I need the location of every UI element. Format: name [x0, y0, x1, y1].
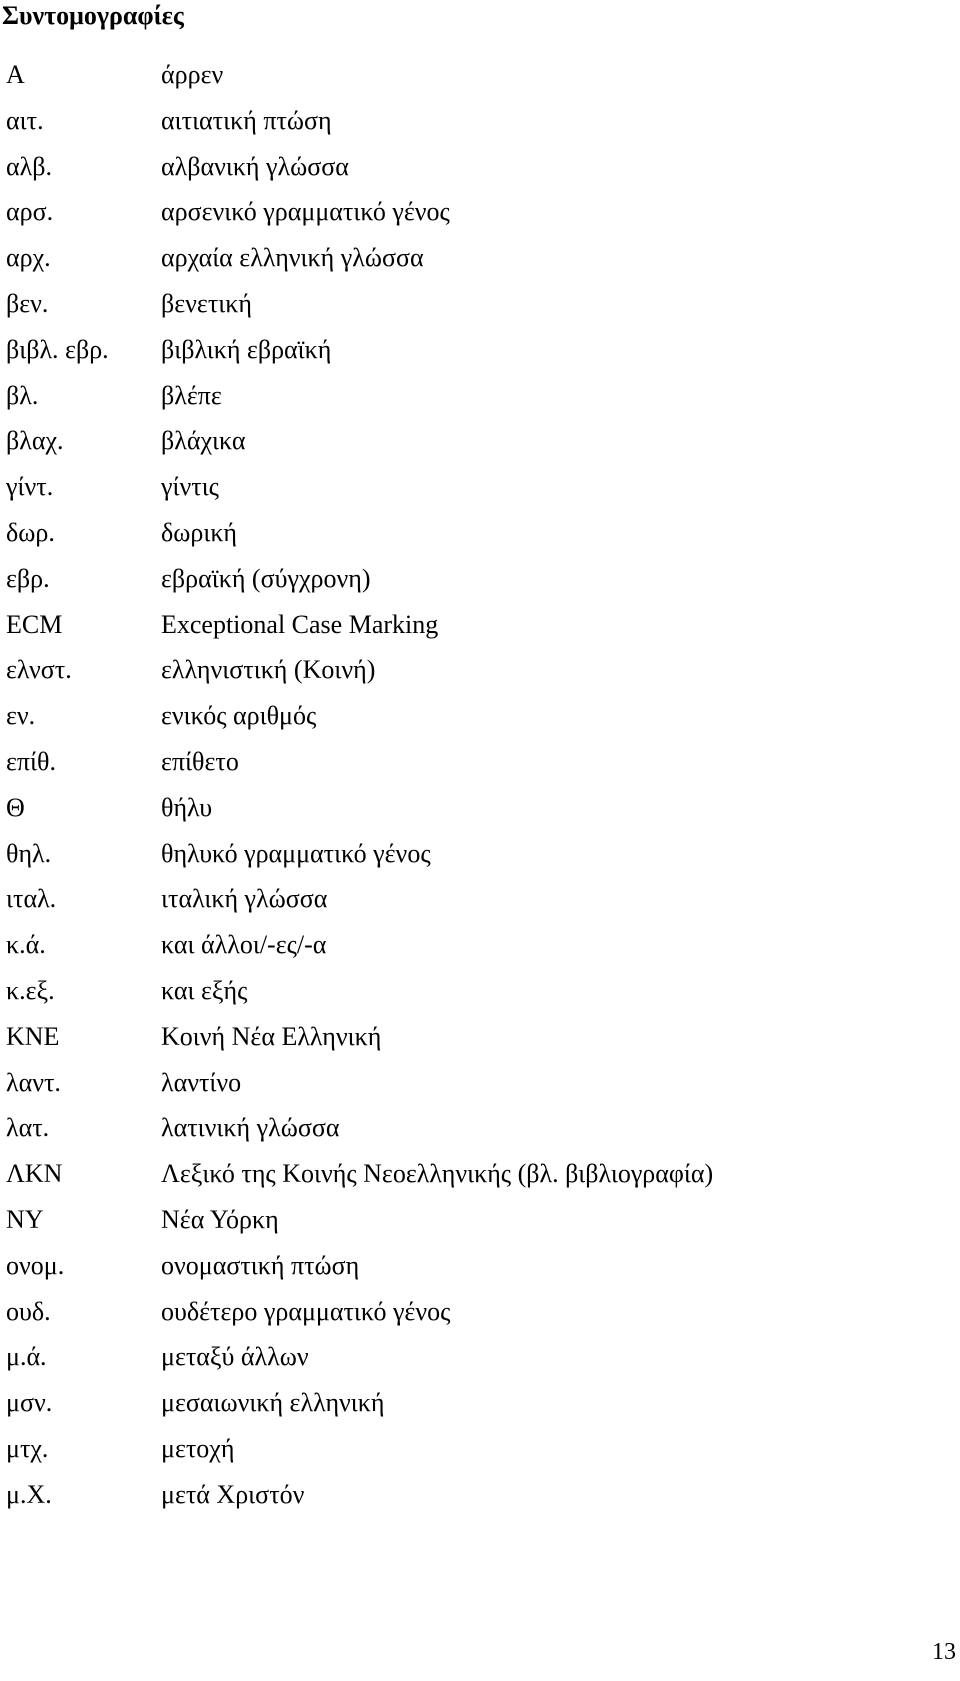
abbreviation-definition: επίθετο — [161, 746, 239, 776]
abbreviation-term: μ.Χ. — [6, 1479, 52, 1509]
abbreviation-row — [0, 1289, 960, 1335]
abbreviation-term: δωρ. — [6, 517, 55, 547]
abbreviation-definition: Κοινή Νέα Ελληνική — [161, 1021, 382, 1051]
abbreviation-term: ΝΥ — [6, 1204, 44, 1234]
abbreviation-term: βλαχ. — [6, 426, 64, 456]
abbreviation-row — [0, 1426, 960, 1472]
abbreviation-definition: λαντίνο — [161, 1067, 242, 1097]
abbreviation-definition: Λεξικό της Κοινής Νεοελληνικής (βλ. βιβλιογραφία) — [161, 1159, 714, 1189]
abbreviation-row — [0, 1197, 960, 1243]
abbreviation-term: μ.ά. — [6, 1342, 47, 1372]
abbreviation-row — [0, 327, 960, 373]
abbreviation-row — [0, 602, 960, 648]
abbreviation-term: θηλ. — [6, 838, 52, 868]
abbreviation-row — [0, 98, 960, 144]
abbreviation-definition: ελληνιστική (Κοινή) — [161, 655, 376, 685]
abbreviation-row — [0, 1014, 960, 1060]
abbreviation-row — [0, 693, 960, 739]
abbreviation-row — [0, 235, 960, 281]
abbreviation-definition: Νέα Υόρκη — [161, 1204, 279, 1234]
abbreviation-definition: βενετική — [161, 288, 252, 318]
abbreviation-row — [0, 876, 960, 922]
abbreviation-term: μσν. — [6, 1388, 53, 1418]
abbreviation-definition: δωρική — [161, 517, 238, 547]
abbreviation-definition: αιτιατική πτώση — [161, 105, 332, 135]
abbreviation-row — [0, 556, 960, 602]
abbreviation-definition: άρρεν — [161, 60, 224, 89]
abbreviation-term: ελνστ. — [6, 655, 72, 685]
abbreviation-row — [0, 281, 960, 327]
abbreviation-term: λατ. — [6, 1113, 50, 1143]
abbreviation-row — [0, 52, 960, 98]
abbreviation-term: ΚΝΕ — [6, 1021, 60, 1051]
abbreviation-row — [0, 418, 960, 464]
abbreviation-term: ονομ. — [6, 1250, 65, 1280]
abbreviation-definition: μεταξύ άλλων — [161, 1342, 309, 1372]
abbreviation-row — [0, 922, 960, 968]
abbreviation-definition: βλάχικα — [161, 426, 246, 456]
abbreviation-definition: και εξής — [161, 975, 248, 1005]
abbreviation-term: αιτ. — [6, 105, 44, 135]
abbreviation-term: Α — [6, 60, 25, 89]
abbreviation-definition: αρσενικό γραμματικό γένος — [161, 197, 450, 227]
page-title: Συντομογραφίες — [2, 1, 184, 30]
abbreviation-definition: και άλλοι/-ες/-α — [161, 930, 327, 960]
abbreviation-row — [0, 189, 960, 235]
abbreviation-term: ΛΚΝ — [6, 1159, 63, 1189]
abbreviation-row — [0, 1472, 960, 1518]
abbreviation-definition: ενικός αριθμός — [161, 701, 317, 731]
abbreviation-term: βλ. — [6, 380, 39, 410]
abbreviation-row — [0, 510, 960, 556]
abbreviation-term: ιταλ. — [6, 884, 57, 914]
page-number: 13 — [932, 1639, 956, 1665]
abbreviation-definition: εβραϊκή (σύγχρονη) — [161, 563, 371, 593]
abbreviation-term: γίντ. — [6, 472, 54, 502]
abbreviation-term: εν. — [6, 701, 36, 731]
abbreviation-term: επίθ. — [6, 746, 56, 776]
abbreviation-list — [0, 52, 960, 1518]
abbreviation-row — [0, 1151, 960, 1197]
abbreviation-definition: βλέπε — [161, 380, 222, 410]
abbreviation-term: εβρ. — [6, 563, 50, 593]
abbreviation-definition: μετά Χριστόν — [161, 1479, 305, 1509]
abbreviation-definition: ουδέτερο γραμματικό γένος — [161, 1296, 451, 1326]
abbreviation-term: μτχ. — [6, 1433, 49, 1463]
abbreviation-row — [0, 464, 960, 510]
abbreviation-definition: γίντις — [161, 472, 219, 502]
abbreviation-definition: θήλυ — [161, 792, 213, 822]
abbreviation-term: βεν. — [6, 288, 49, 318]
abbreviation-term: κ.ά. — [6, 930, 46, 960]
abbreviation-row — [0, 373, 960, 419]
abbreviation-row — [0, 1380, 960, 1426]
abbreviation-term: κ.εξ. — [6, 975, 55, 1005]
abbreviation-term: αρχ. — [6, 243, 51, 273]
abbreviation-term: αλβ. — [6, 151, 52, 181]
abbreviation-definition: ιταλική γλώσσα — [161, 884, 328, 914]
abbreviation-definition: Exceptional Case Marking — [161, 609, 439, 639]
abbreviation-definition: λατινική γλώσσα — [161, 1113, 340, 1143]
abbreviation-row — [0, 968, 960, 1014]
abbreviation-definition: μετοχή — [161, 1433, 235, 1463]
abbreviation-row — [0, 1243, 960, 1289]
abbreviation-term: αρσ. — [6, 197, 54, 227]
abbreviation-row — [0, 144, 960, 190]
abbreviation-term: ECM — [6, 609, 63, 639]
abbreviation-row — [0, 785, 960, 831]
abbreviation-definition: βιβλική εβραϊκή — [161, 334, 332, 364]
abbreviation-term: βιβλ. εβρ. — [6, 334, 109, 364]
abbreviation-term: ουδ. — [6, 1296, 51, 1326]
abbreviation-definition: αρχαία ελληνική γλώσσα — [161, 243, 424, 273]
abbreviation-row — [0, 1105, 960, 1151]
abbreviation-definition: θηλυκό γραμματικό γένος — [161, 838, 431, 868]
abbreviation-row — [0, 647, 960, 693]
abbreviation-row — [0, 831, 960, 877]
abbreviation-row — [0, 739, 960, 785]
abbreviation-row — [0, 1060, 960, 1106]
abbreviation-term: Θ — [6, 792, 25, 822]
abbreviation-definition: ονομαστική πτώση — [161, 1250, 360, 1280]
abbreviation-row — [0, 1334, 960, 1380]
abbreviation-definition: μεσαιωνική ελληνική — [161, 1388, 385, 1418]
abbreviation-definition: αλβανική γλώσσα — [161, 151, 349, 181]
abbreviation-term: λαντ. — [6, 1067, 61, 1097]
